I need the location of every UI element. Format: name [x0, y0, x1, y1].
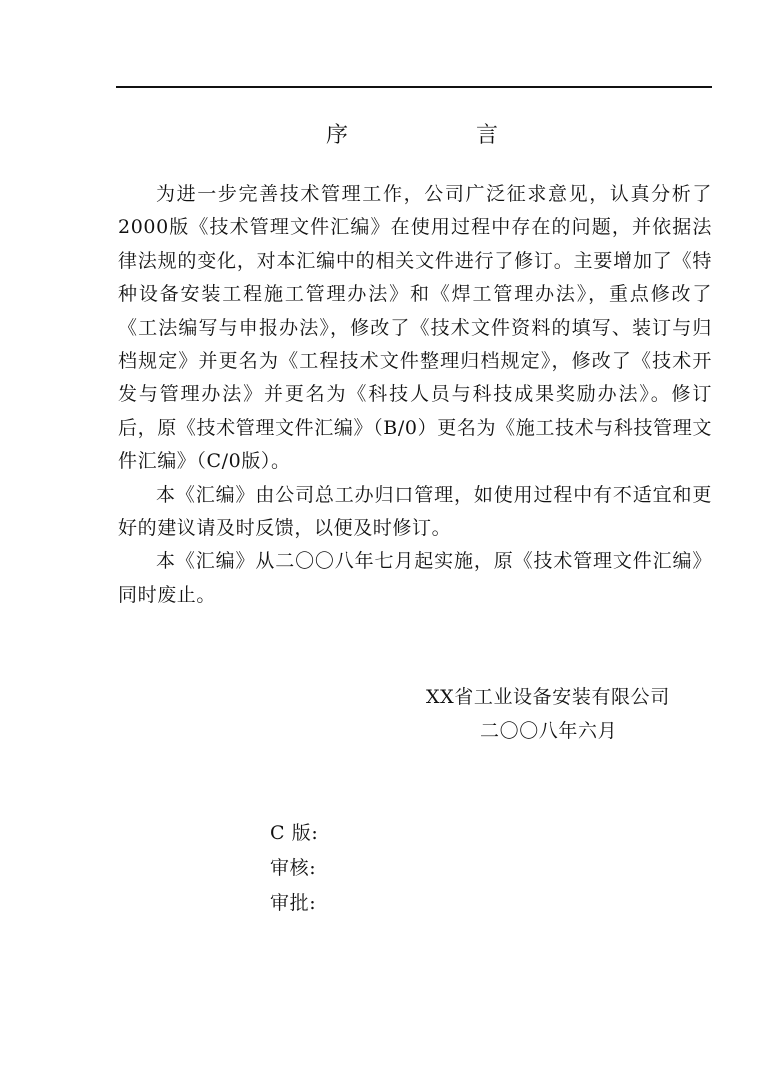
page-title — [0, 118, 768, 152]
approve-label: 审批: — [270, 892, 317, 914]
preface-paragraph-1: 为进一步完善技术管理工作，公司广泛征求意见，认真分析了2000版《技术管理文件汇编》在使用过程中存在的问题，并依据法律法规的变化，对本汇编中的相关文件进行了修订。主要增加了《特种设备安装工程施工管理办法》和《焊工管理办法》，重点修改了《工法编写与申报办法》，修改了《技术文件资料的填写、装订与归档规定》并更名为《工程技术文件整理归档规定》，修改了《技术开发与管理办法》并更名为《科技人员与科技成果奖励办法》。修订后，原《技术管理文件汇编》（B/0）更名为《施工技术与科技管理文件汇编》（C/0版）。 — [118, 183, 712, 473]
signature-date: 二〇〇八年六月 — [480, 720, 618, 742]
title-char-2: 言 — [476, 123, 499, 148]
header-rule — [116, 86, 712, 88]
version-label: C 版: — [270, 822, 319, 844]
title-char-1: 序 — [326, 123, 349, 148]
preface-paragraph-3: 本《汇编》从二〇〇八年七月起实施，原《技术管理文件汇编》同时废止。 — [118, 550, 712, 606]
preface-paragraph-2: 本《汇编》由公司总工办归口管理，如使用过程中有不适宜和更好的建议请及时反馈，以便及时修订。 — [118, 483, 712, 540]
review-label: 审核: — [270, 857, 317, 879]
approval-block — [270, 816, 318, 921]
preface-body — [118, 178, 712, 612]
signature-company: XX省工业设备安装有限公司 — [426, 686, 670, 708]
